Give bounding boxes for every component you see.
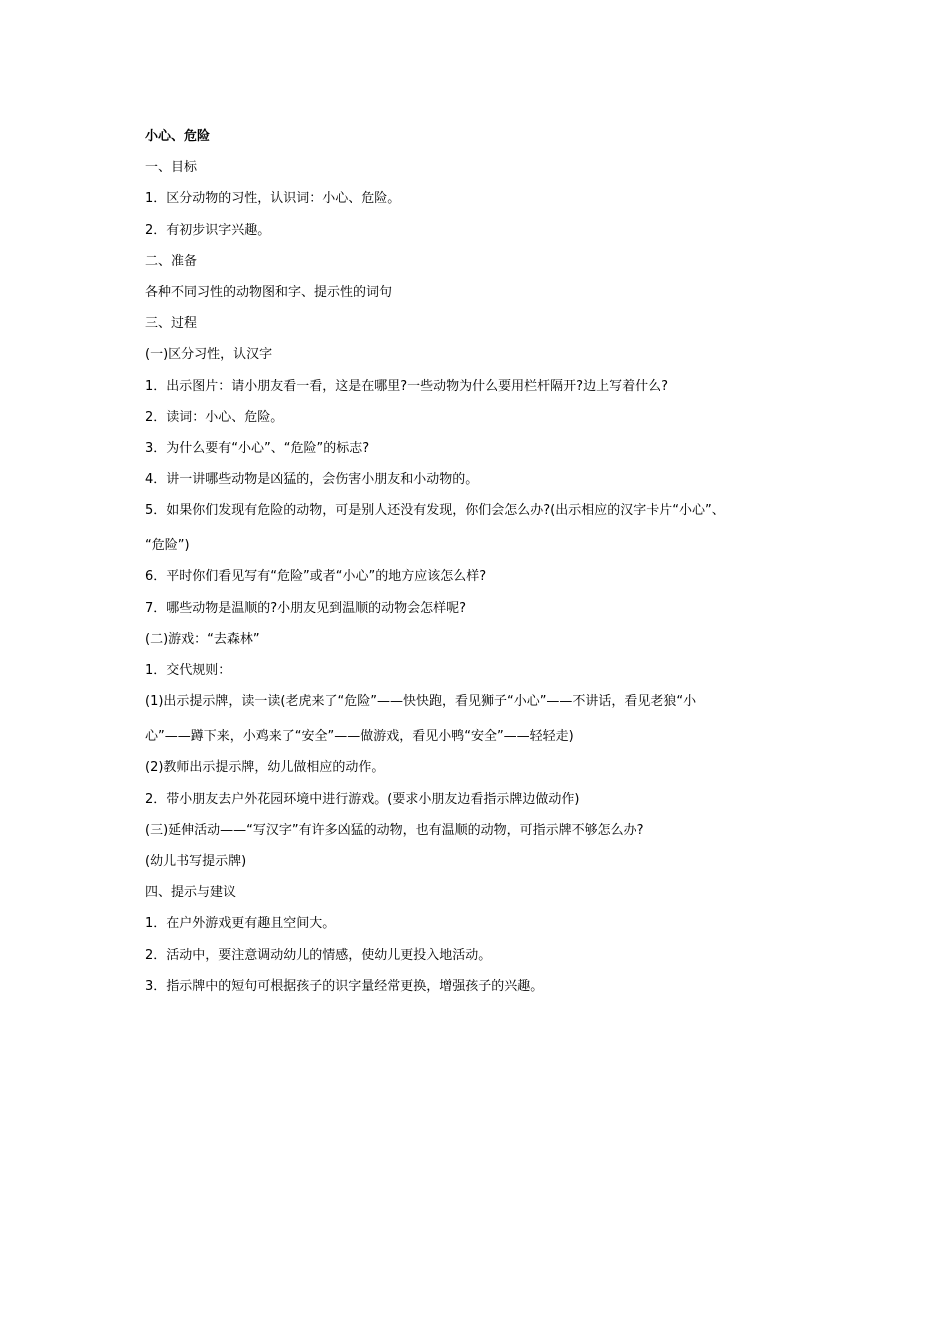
paragraph: (2)教师出示提示牌，幼儿做相应的动作。	[145, 760, 385, 776]
paragraph: 2．活动中，要注意调动幼儿的情感，使幼儿更投入地活动。	[145, 947, 492, 963]
subsection-heading: (二)游戏：“去森林”	[145, 631, 260, 647]
paragraph: 1．出示图片：请小朋友看一看，这是在哪里?一些动物为什么要用栏杆隔开?边上写着什么?	[145, 378, 668, 394]
paragraph: 2．读词：小心、危险。	[145, 409, 284, 425]
paragraph-continuation: 心”——蹲下来，小鸡来了“安全”——做游戏，看见小鸭“安全”——轻轻走)	[145, 729, 574, 745]
paragraph: 1．区分动物的习性，认识词：小心、危险。	[145, 191, 401, 207]
document-body	[145, 127, 805, 1008]
paragraph: (1)出示提示牌，读一读(老虎来了“危险”——快快跑，看见狮子“小心”——不讲话，看见老狼“小	[145, 694, 697, 710]
document-title: 小心、危险	[145, 129, 211, 144]
section-heading: 二、准备	[145, 253, 198, 269]
paragraph: 各种不同习性的动物图和字、提示性的词句	[145, 284, 393, 300]
paragraph: 7．哪些动物是温顺的?小朋友见到温顺的动物会怎样呢?	[145, 600, 467, 616]
paragraph: 5．如果你们发现有危险的动物，可是别人还没有发现，你们会怎么办?(出示相应的汉字卡片“小心”、	[145, 503, 725, 519]
paragraph: 2．带小朋友去户外花园环境中进行游戏。(要求小朋友边看指示牌边做动作)	[145, 791, 580, 807]
section-heading: 四、提示与建议	[145, 885, 237, 901]
subsection-heading: (一)区分习性，认汉字	[145, 347, 273, 363]
paragraph: (幼儿书写提示牌)	[145, 853, 247, 869]
paragraph: 1．交代规则：	[145, 663, 232, 678]
paragraph-continuation: “危险”)	[145, 538, 190, 554]
section-heading: 三、过程	[145, 316, 198, 332]
paragraph: 6．平时你们看见写有“危险”或者“小心”的地方应该怎么样?	[145, 569, 487, 585]
paragraph: 4．讲一讲哪些动物是凶猛的，会伤害小朋友和小动物的。	[145, 472, 479, 488]
paragraph: 3．指示牌中的短句可根据孩子的识字量经常更换，增强孩子的兴趣。	[145, 978, 544, 994]
paragraph: 1．在户外游戏更有趣且空间大。	[145, 916, 336, 932]
subsection-heading: (三)延伸活动——“写汉字”有许多凶猛的动物，也有温顺的动物，可指示牌不够怎么办?	[145, 822, 644, 838]
paragraph: 3．为什么要有“小心”、“危险”的标志?	[145, 440, 370, 456]
section-heading: 一、目标	[145, 160, 198, 176]
paragraph: 2．有初步识字兴趣。	[145, 222, 271, 238]
